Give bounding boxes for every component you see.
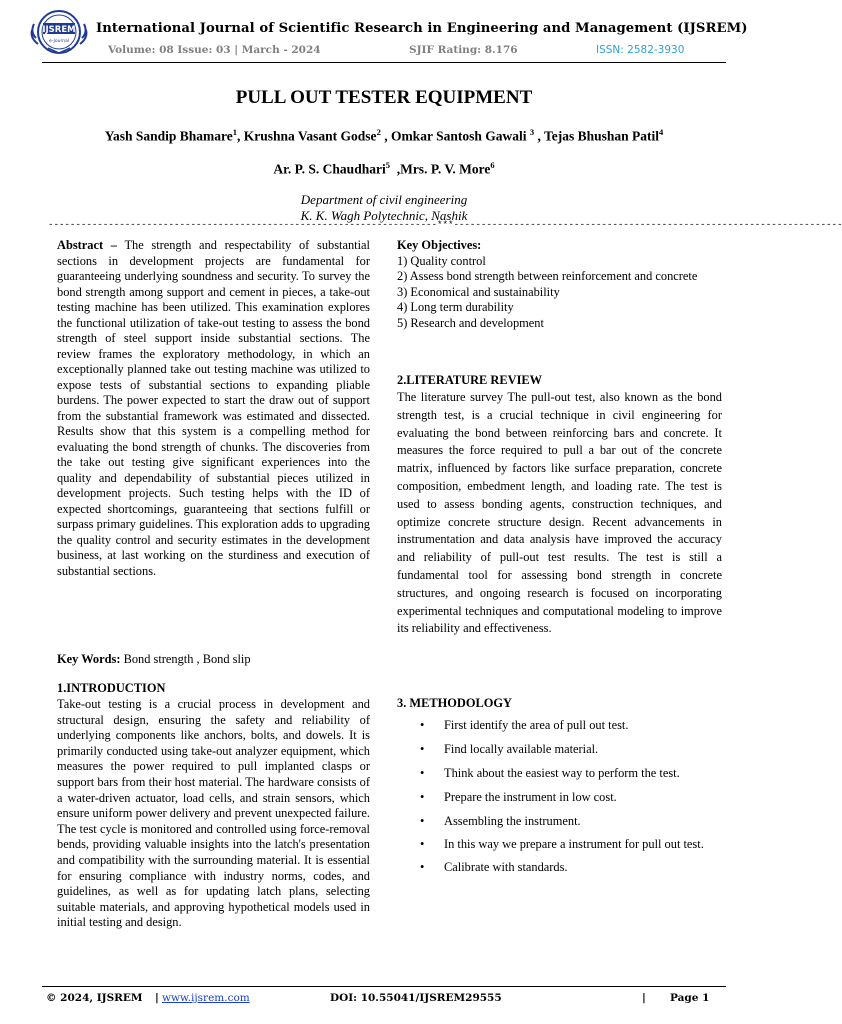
- methodology-item: [418, 833, 728, 855]
- objectives-heading: Key Objectives:: [397, 238, 482, 252]
- abstract-text: The strength and respectability of substantial sections in development projects are fundamental for guaranteeing underlying soundness and security. To survey the bond strength among support and cement in pieces, a take-out testing machine has been utilized. This examination explores the functional utilization of take-out testing to assess the bond strength of steel support inside substantial sections. The review frames the exploratory methodology, in which an exceptionally planned take out testing machine was utilized to expose tests of substantial sections to expanding pliable burdens. The power expected to start the draw out of support from the substantial framework was estimated and dissected. Results show that this system is a compelling method for evaluating the bond strength of chunks. The discoveries from the take out testing give significant experiences into the quality and dependability of substantial pieces utilized in development projects. Such testing helps with the ID of expected shortcomings, guaranteeing that sections fulfill or surpass primary guidelines. This exploration adds to upgrading the quality control and security estimates in the development business, at last working on the sturdiness and execution of substantial sections.: [57, 238, 370, 578]
- bullet: •: [420, 814, 425, 828]
- svg-text:e-Journal: e-Journal: [48, 39, 70, 44]
- author-name: Tejas Bhushan Patil: [543, 128, 660, 144]
- methodology-item-text: Prepare the instrument in low cost.: [444, 790, 617, 804]
- methodology-item: [418, 785, 728, 809]
- footer-copyright: © 2024, IJSREM: [46, 992, 143, 1004]
- footer-separator: |: [155, 992, 159, 1004]
- author-sup: 1: [232, 127, 237, 137]
- methodology-heading: 3. METHODOLOGY: [397, 696, 512, 710]
- author-sup: 3: [529, 127, 535, 137]
- objective-item: 2) Assess bond strength between reinforcement and concrete: [397, 269, 698, 284]
- bullet: •: [420, 837, 425, 851]
- journal-title: International Journal of Scientific Research in Engineering and Management (IJSREM): [96, 21, 748, 36]
- introduction-text: Take-out testing is a crucial process in development and structural design, ensuring the safety and reliability of underlying components like anchors, bolts, and dowels. It is primarily conducted using take-out analyzer equipment, which measures the power required to pull implanted clasps or support bars from their host material. The hardware consists of a water-driven actuator, load cells, and strain sensors, which ensure uniform power delivery and prevent unexpected failure. The test cycle is monitored and controlled using force-removal bends, providing valuable insights into the latch's presentation and compatibility with the surrounding material. It is essential for ensuring compliance with industry norms, codes, and guidelines, as well as for updating latch plans, selecting suitable materials, and approving hypothetical models used in initial testing and design.: [57, 697, 370, 930]
- abstract-label: Abstract –: [57, 238, 117, 252]
- methodology-item: [418, 737, 728, 761]
- section-separator: -----------------------------------------------------------------------***-----------------------------------------------------------------------: [48, 219, 842, 230]
- abstract: [57, 238, 370, 579]
- author-name: Krushna Vasant Godse: [243, 128, 377, 144]
- department: Department of civil engineering: [300, 192, 468, 207]
- methodology-item: [418, 761, 728, 785]
- svg-text:IJSREM: IJSREM: [42, 25, 76, 35]
- keywords-label: Key Words:: [57, 652, 121, 666]
- methodology-item-text: Think about the easiest way to perform the test.: [444, 766, 680, 780]
- ijsrem-logo: [26, 8, 92, 56]
- methodology-item-text: First identify the area of pull out test.: [444, 718, 629, 732]
- objective-item: 1) Quality control: [397, 253, 486, 268]
- methodology-item-text: Calibrate with standards.: [444, 860, 568, 874]
- keywords-text: Bond strength , Bond slip: [123, 652, 251, 666]
- methodology-item: [418, 809, 728, 833]
- literature-text: The literature survey The pull-out test, also known as the bond strength test, is a crucial technique in civil engineering for evaluating the bond between reinforcing bars and concrete. It measures the force required to pull a bar out of the concrete matrix, influenced by factors like surface preparation, concrete composition, embedment length, and loading rate. The test is used to assess bonding agents, construction techniques, and optimize concrete structure design. Recent advancements in instrumentation and data analysis have improved the accuracy and reliability of pull-out test results. The test is still a fundamental tool for assessing bond strength in concrete structures, and ongoing research is focused on incorporating experimental techniques and computational modeling to improve its reliability and effectiveness.: [397, 390, 722, 636]
- footer-page-number: Page 1: [670, 992, 710, 1004]
- methodology-item: [418, 855, 728, 879]
- author-sup: 6: [490, 160, 495, 170]
- authors-line-2: Ar. P. S. Chaudhari$^5$ ,Mrs. P. V. More$^6$: [273, 160, 495, 177]
- methodology-item: [418, 713, 728, 737]
- bullet: •: [420, 860, 425, 874]
- author-name: Mrs. P. V. More: [400, 161, 491, 177]
- author-sup: 2: [376, 127, 381, 137]
- objective-item: 3) Economical and sustainability: [397, 284, 560, 299]
- institute: K. K. Wagh Polytechnic, Nashik: [300, 208, 468, 223]
- keywords: [57, 652, 370, 668]
- author-name: Omkar Santosh Gawali: [390, 128, 527, 144]
- bullet: •: [420, 742, 425, 756]
- methodology-item-text: In this way we prepare a instrument for pull out test.: [444, 837, 704, 851]
- methodology-item-text: Find locally available material.: [444, 742, 599, 756]
- bullet: •: [420, 790, 425, 804]
- paper-title: PULL OUT TESTER EQUIPMENT: [235, 87, 533, 108]
- literature-heading: 2.LITERATURE REVIEW: [397, 373, 543, 387]
- introduction-heading: 1.INTRODUCTION: [57, 681, 166, 695]
- issn: ISSN: 2582-3930: [596, 44, 685, 56]
- author-sup: 5: [385, 160, 390, 170]
- volume-info: Volume: 08 Issue: 03 | March - 2024: [108, 44, 321, 56]
- footer-separator: |: [642, 992, 646, 1004]
- footer-rule: [42, 986, 726, 987]
- bullet: •: [420, 718, 425, 732]
- author-sup: 4: [659, 127, 664, 137]
- key-objectives: [397, 238, 722, 332]
- sjif-rating: SJIF Rating: 8.176: [409, 44, 518, 56]
- authors-line-1: Yash Sandip Bhamare$^1$, Krushna Vasant Godse$^2$ , Omkar Santosh Gawali $^3$ , Tejas Bhushan Patil$^4$: [104, 127, 664, 144]
- methodology-list: [418, 713, 728, 879]
- methodology-item-text: Assembling the instrument.: [444, 814, 581, 828]
- footer-website-link[interactable]: www.ijsrem.com: [162, 992, 250, 1004]
- objective-item: 5) Research and development: [397, 315, 544, 330]
- bullet: •: [420, 766, 425, 780]
- footer-doi: DOI: 10.55041/IJSREM29555: [330, 992, 502, 1004]
- author-name: Ar. P. S. Chaudhari: [273, 161, 386, 177]
- author-name: Yash Sandip Bhamare: [104, 128, 233, 144]
- objective-item: 4) Long term durability: [397, 300, 514, 315]
- header-rule: [42, 62, 726, 63]
